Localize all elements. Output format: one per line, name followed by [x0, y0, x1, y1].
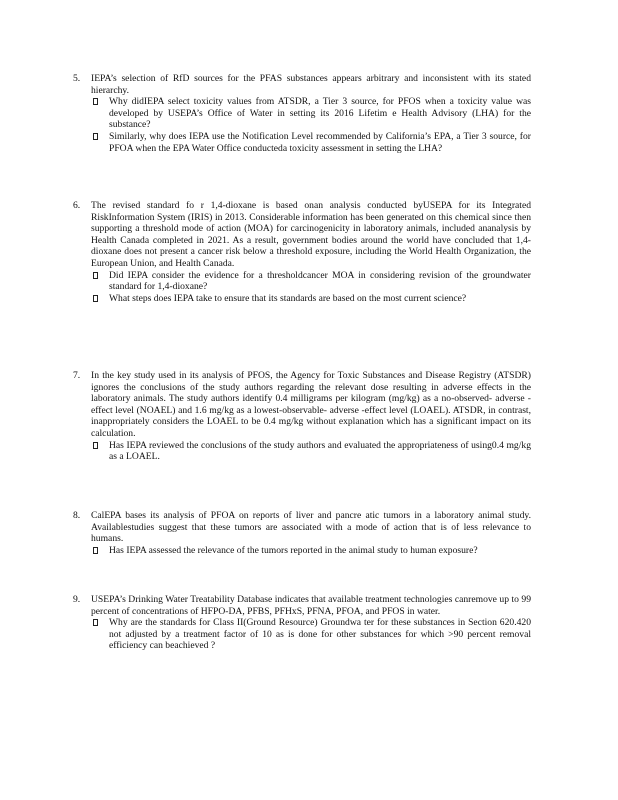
question-item: [91, 617, 531, 652]
item-paragraph: The revised standard fo r 1,4-dioxane is based onan analysis conducted byUSEPA for its Integrated RiskInformation System (IRIS) in 2013. Considerable information has been generated on this chemical since then supporting a threshold mode of action (MOA) for carcinogenicity in laboratory animals, included ananalysis by Health Canada completed in 2021. As a result, government bodies around the world have concluded that 1,4-dioxane does not present a cancer risk below a threshold exposure, including the World Health Organization, the European Union, and Health Canada.: [91, 200, 531, 269]
question-text: Similarly, why does IEPA use the Notification Level recommended by California’s EPA, a Tier 3 source, for PFOA when the EPA Water Office conducteda toxicity assessment in setting the LHA?: [109, 130, 531, 154]
checkbox-bullet-icon: [93, 272, 98, 279]
question-item: [91, 545, 531, 557]
item-number: 5.: [73, 73, 81, 84]
item-body: [91, 200, 531, 304]
question-item: [91, 131, 531, 154]
item-body: [91, 510, 531, 556]
item-body: [91, 370, 531, 463]
item-number: 6.: [73, 200, 81, 211]
question-item: [91, 440, 531, 463]
question-text: Why are the standards for Class II(Ground Resource) Groundwa ter for these substances in Section 620.420 not adjusted by a treatment factor of 10 as is done for other substances for which >90 percent removal efficiency can beachieved ?: [109, 617, 531, 652]
item-number: 8.: [73, 510, 81, 521]
checkbox-bullet-icon: [93, 442, 98, 449]
item-body: [91, 594, 531, 652]
checkbox-bullet-icon: [93, 295, 98, 302]
item-number: 9.: [73, 594, 81, 605]
item-paragraph: CalEPA bases its analysis of PFOA on reports of liver and pancre atic tumors in a laboratory animal study. Availablestudies suggest that these tumors are associated with a mode of action that is of less relevance to humans.: [91, 510, 531, 545]
checkbox-bullet-icon: [93, 547, 98, 554]
item-paragraph: In the key study used in its analysis of PFOS, the Agency for Toxic Substances and Disease Registry (ATSDR) ignores the conclusions of the study authors regarding the relevant dose resulting in adverse effects in the laboratory animals. The study authors identify 0.4 milligrams per kilogram (mg/kg) as a no-observed- adverse -effect level (NOAEL) and 1.6 mg/kg as a lowest-observable- adverse -effect level (LOAEL). ATSDR, in contrast, inappropriately considers the LOAEL to be 0.4 mg/kg without explanation which has a significant impact on its calculation.: [91, 370, 531, 439]
question-item: [91, 270, 531, 293]
checkbox-bullet-icon: [93, 98, 98, 105]
checkbox-bullet-icon: [93, 619, 98, 626]
item-paragraph: IEPA’s selection of RfD sources for the PFAS substances appears arbitrary and inconsistent with its stated hierarchy.: [91, 73, 531, 96]
item-body: [91, 73, 531, 154]
question-text: Has IEPA reviewed the conclusions of the study authors and evaluated the appropriateness of using0.4 mg/kg as a LOAEL.: [109, 439, 531, 463]
question-text: Why didIEPA select toxicity values from ATSDR, a Tier 3 source, for PFOS when a toxicity value was developed by USEPA’s Office of Water in setting its 2016 Lifetim e Health Advisory (LHA) for the substance?: [109, 96, 531, 131]
question-text: Has IEPA assessed the relevance of the tumors reported in the animal study to human exposure?: [109, 544, 478, 556]
item-paragraph: USEPA’s Drinking Water Treatability Database indicates that available treatment technologies canremove up to 99 percent of concentrations of HFPO-DA, PFBS, PFHxS, PFNA, PFOA, and PFOS in water.: [91, 594, 531, 617]
question-text: What steps does IEPA take to ensure that its standards are based on the most current science?: [109, 292, 467, 304]
item-number: 7.: [73, 370, 81, 381]
question-item: [91, 293, 531, 305]
question-item: [91, 96, 531, 131]
question-text: Did IEPA consider the evidence for a thresholdcancer MOA in considering revision of the groundwater standard for 1,4-dioxane?: [109, 269, 531, 293]
checkbox-bullet-icon: [93, 133, 98, 140]
